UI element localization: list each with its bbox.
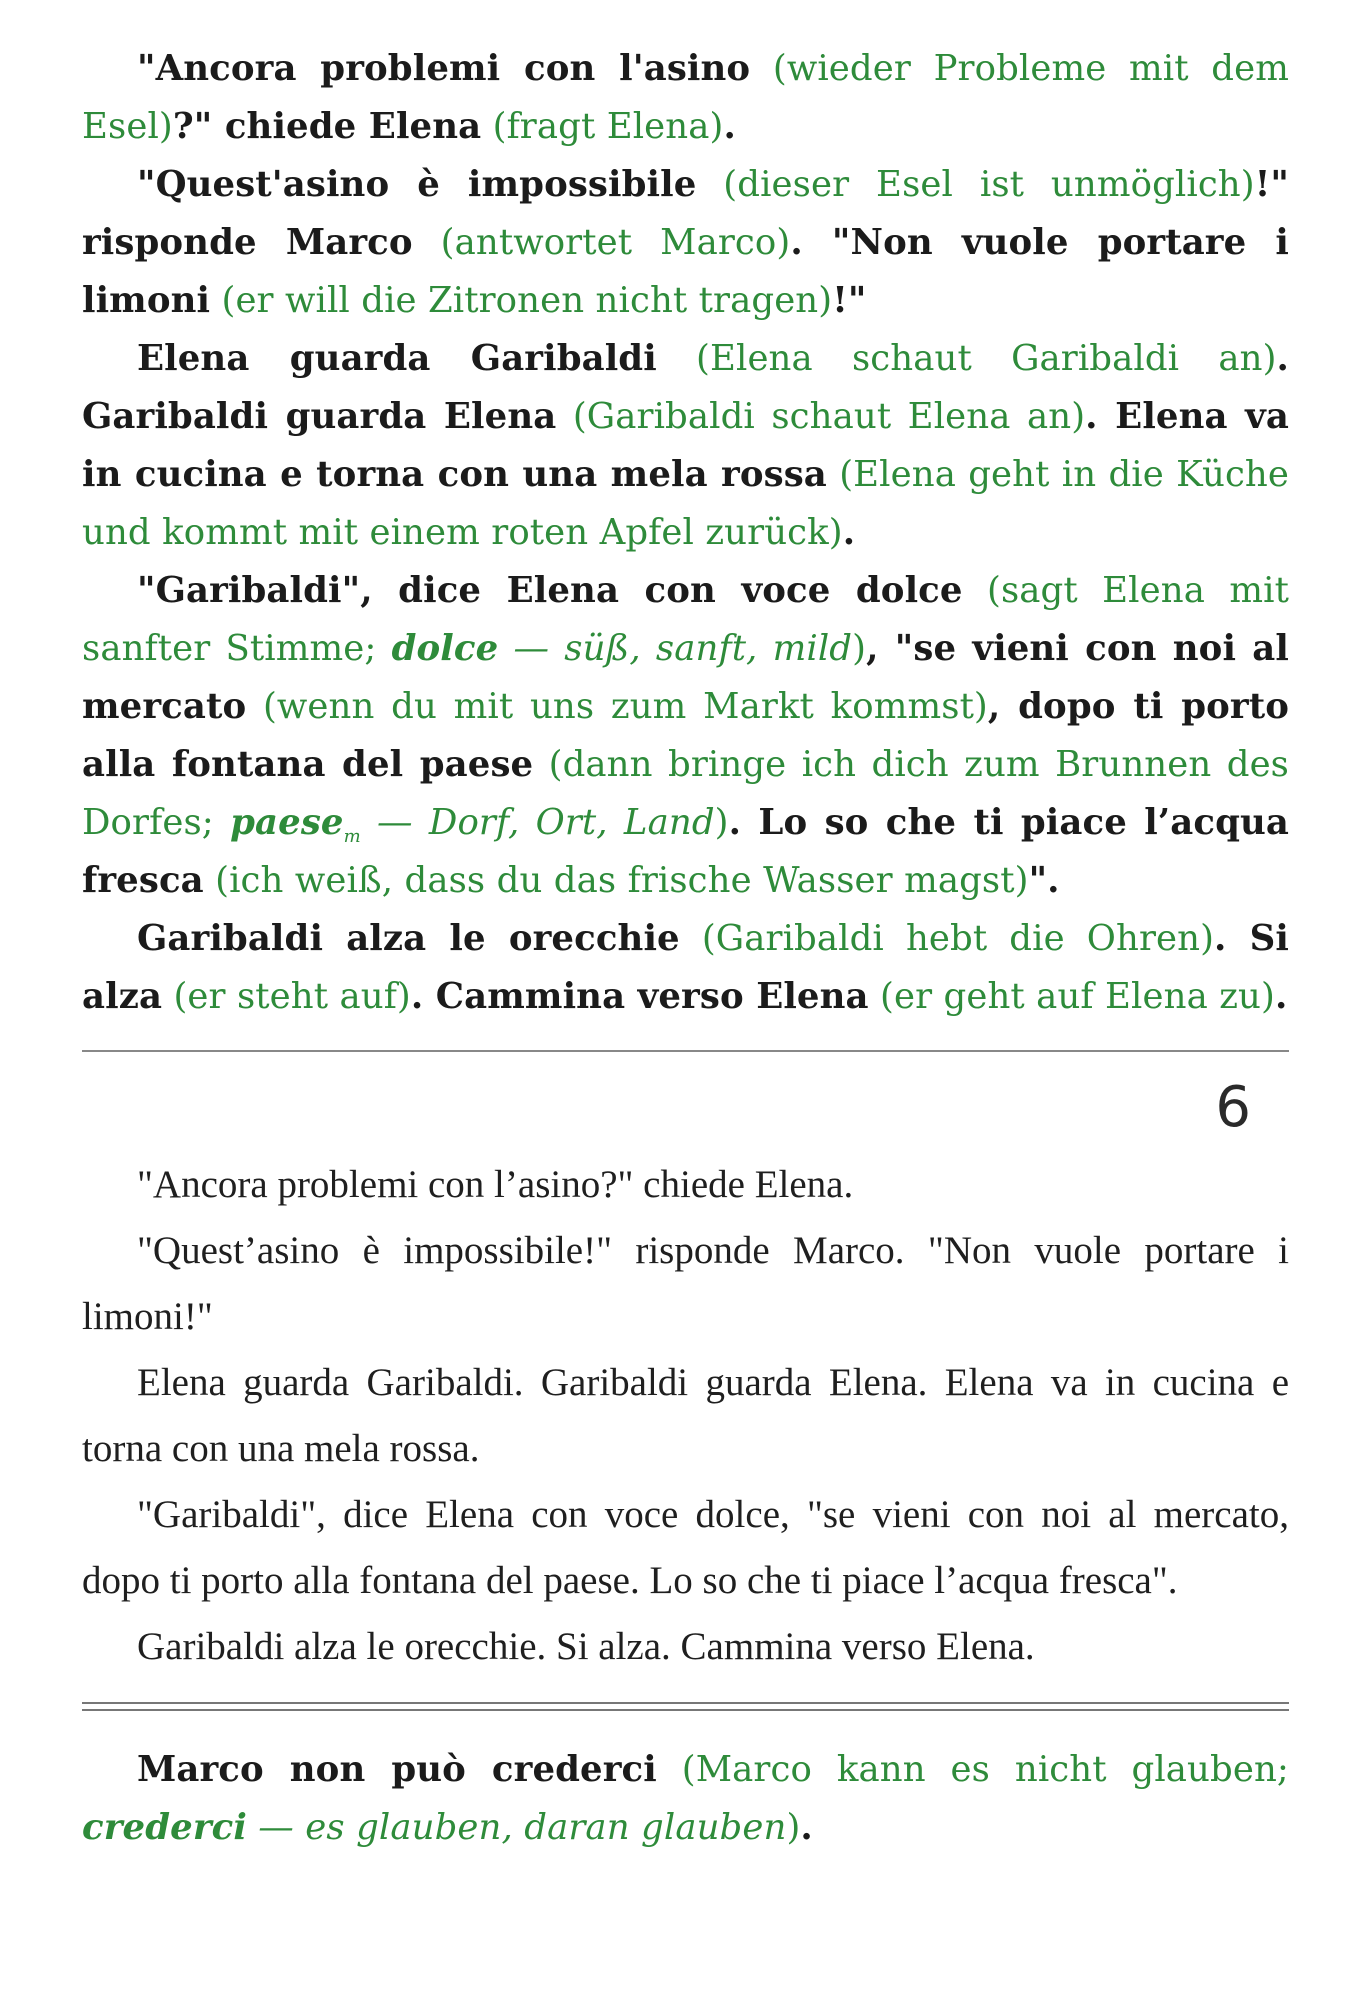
italian-text: . Garibaldi guarda Elena [82,338,1289,437]
german-gloss: (wieder Probleme mit dem Esel) [82,48,1290,147]
german-gloss: (Garibaldi schaut Elena an) [556,396,1086,437]
german-gloss: (Elena geht in die Küche und kommt mit einem roten Apfel zurück) [82,454,1289,553]
german-gloss: (er will die Zitronen nicht tragen) [210,280,833,321]
german-gloss: (ich weiß, dass du das frische Wasser magst) [203,860,1029,901]
italian-text: Garibaldi alza le orecchie [137,918,680,959]
glossed-word: dolce [391,628,499,669]
annotated-paragraph-3 [82,330,1289,562]
german-gloss: ) [714,802,729,843]
plain-text-block [82,1152,1289,1680]
plain-paragraph-3: Elena guarda Garibaldi. Garibaldi guarda Elena. Elena va in cucina e torna con una mela rossa. [82,1361,1289,1470]
annotated-paragraph-5 [82,910,1289,1026]
word-definition: — es glauben, daran glauben [246,1807,787,1848]
german-gloss: (sagt Elena mit sanfter Stimme; [82,570,1289,669]
german-gloss: (dann bringe ich dich zum Brunnen des Dorfes; [82,744,1289,843]
italian-text: . [800,1807,813,1848]
italian-text: "Garibaldi", dice Elena con voce dolce [137,570,963,611]
german-gloss: ) [852,628,867,669]
italian-text: . [842,512,856,553]
annotated-paragraph-2 [82,156,1289,330]
german-gloss: (Marco kann es nicht glauben; [656,1749,1289,1790]
word-definition: — Dorf, Ort, Land [360,802,715,843]
italian-text: , "se vieni con noi al mercato [82,628,1289,727]
italian-text: Marco non può crederci [137,1749,657,1790]
italian-text: !" [832,280,867,321]
italian-text: ?" chiede Elena [172,106,482,147]
italian-text: Elena guarda Garibaldi [137,338,657,379]
italian-text: . Si alza [82,918,1289,1017]
german-gloss: (dieser Esel ist unmöglich) [696,164,1255,205]
german-gloss: (fragt Elena) [481,106,724,147]
german-gloss: (Elena schaut Garibaldi an) [656,338,1277,379]
glossed-word: paese [230,802,344,843]
italian-text: . Elena va in cucina e torna con una mela rossa [82,396,1290,495]
plain-paragraph-2: "Quest’asino è impossibile!" risponde Marco. "Non vuole portare i limoni!" [82,1229,1289,1338]
german-gloss: (er steht auf) [162,976,411,1017]
italian-text: !" risponde Marco [82,164,1289,263]
gender-marker: m [343,826,361,847]
double-divider [82,1702,1289,1711]
annotated-text-block [82,40,1289,1026]
section-divider [82,1050,1289,1052]
german-gloss: ) [786,1807,801,1848]
german-gloss: (wenn du mit uns zum Markt kommst) [246,686,988,727]
word-definition: — süß, sanft, mild [498,628,853,669]
italian-text: "Ancora problemi con l'asino [137,48,751,89]
italian-text: . [723,106,736,147]
german-gloss: (er geht auf Elena zu) [868,976,1275,1017]
plain-paragraph-4: "Garibaldi", dice Elena con voce dolce, "se vieni con noi al mercato, dopo ti porto alla fontana del paese. Lo so che ti piace l’acqua fresca". [82,1493,1289,1602]
next-annotated-block [82,1741,1289,1857]
italian-text: . Cammina verso Elena [410,976,869,1017]
italian-text: "Quest'asino è impossibile [137,164,697,205]
annotated-paragraph-4 [82,562,1289,910]
plain-paragraph-1: "Ancora problemi con l’asino?" chiede Elena. [137,1163,854,1206]
plain-paragraph-5: Garibaldi alza le orecchie. Si alza. Cammina verso Elena. [137,1625,1035,1668]
italian-text: . [1274,976,1288,1017]
section-number: 6 [1215,1075,1251,1140]
italian-text: . "Non vuole portare i limoni [82,222,1290,321]
annotated-paragraph-1 [82,40,1289,156]
italian-text: , dopo ti porto alla fontana del paese [82,686,1289,785]
german-gloss: (Garibaldi hebt die Ohren) [679,918,1215,959]
glossed-word: crederci [82,1807,247,1848]
german-gloss: (antwortet Marco) [412,222,791,263]
italian-text: . Lo so che ti piace l’acqua fresca [82,802,1290,901]
italian-text: ". [1028,860,1060,901]
next-annotated-paragraph [82,1741,1289,1857]
